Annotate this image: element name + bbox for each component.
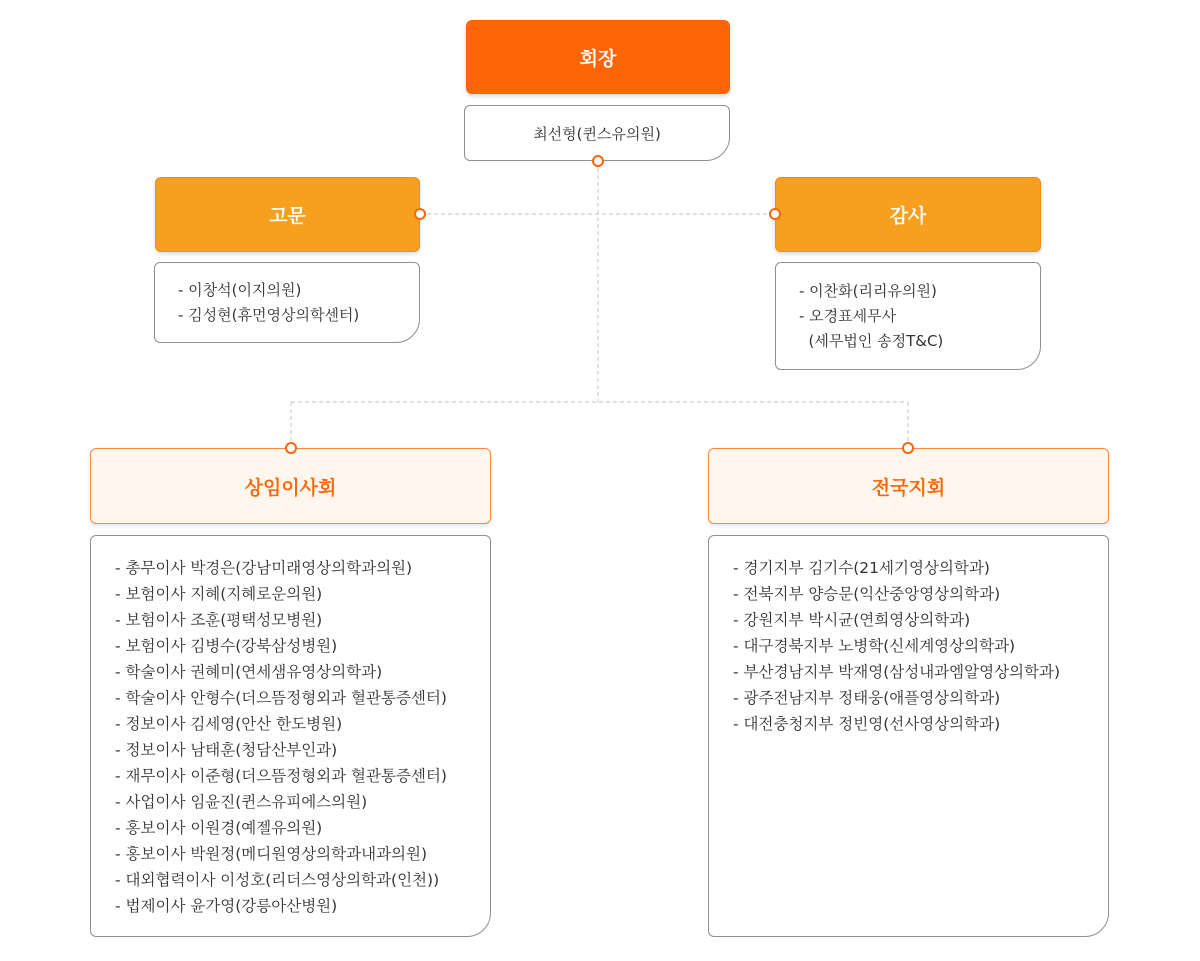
- standing-board-member: - 사업이사 임윤진(퀸스유피에스의원): [115, 793, 368, 811]
- auditor-member: - 오경표세무사: [799, 307, 897, 325]
- advisor-title: 고문: [269, 205, 306, 227]
- president-title: 회장: [579, 47, 617, 70]
- standing-board-title: 상임이사회: [244, 476, 337, 499]
- standing-board-member: - 홍보이사 박원정(메디원영상의학과내과의원): [115, 845, 428, 863]
- connector-dot-national-branches: [902, 442, 914, 454]
- branch-member: - 경기지부 김기수(21세기영상의학과): [733, 559, 990, 577]
- connector-dot-auditor: [769, 208, 781, 220]
- branch-member: - 광주전남지부 정태웅(애플영상의학과): [733, 689, 1001, 707]
- standing-board-member: - 재무이사 이준형(더으뜸정형외과 혈관통증센터): [115, 767, 447, 785]
- branch-member: - 부산경남지부 박재영(삼성내과엠알영상의학과): [733, 663, 1061, 681]
- national-branches-title-box: [708, 448, 1109, 524]
- president-name: 최선형(퀸스유의원): [533, 124, 661, 143]
- standing-board-member: - 정보이사 남태훈(청담산부인과): [115, 741, 338, 759]
- connector-dot-advisor: [414, 208, 426, 220]
- auditor-title-box: [775, 177, 1041, 252]
- branch-member: - 전북지부 양승문(익산중앙영상의학과): [733, 585, 1001, 603]
- branch-member: - 대전충청지부 정빈영(선사영상의학과): [733, 715, 1001, 733]
- standing-board-member: - 정보이사 김세영(안산 한도병원): [115, 715, 343, 733]
- national-branches-members-box: [708, 535, 1109, 937]
- standing-board-member: - 홍보이사 이원경(예젤유의원): [115, 819, 323, 837]
- standing-board-members-box: [90, 535, 491, 937]
- standing-board-member: - 학술이사 안형수(더으뜸정형외과 혈관통증센터): [115, 689, 447, 707]
- standing-board-member: - 학술이사 권혜미(연세샘유영상의학과): [115, 663, 383, 681]
- advisor-member: - 김성현(휴먼영상의학센터): [178, 306, 360, 324]
- branch-member: - 강원지부 박시균(연희영상의학과): [733, 611, 971, 629]
- auditor-title: 감사: [889, 205, 927, 227]
- standing-board-member: - 보험이사 지혜(지혜로운의원): [115, 585, 323, 603]
- standing-board-member: - 법제이사 윤가영(강릉아산병원): [115, 897, 338, 915]
- standing-board-member: - 대외협력이사 이성호(리더스영상의학과(인천)): [115, 871, 440, 889]
- advisor-member: - 이창석(이지의원): [178, 281, 302, 299]
- branch-member: - 대구경북지부 노병학(신세계영상의학과): [733, 637, 1016, 655]
- president-name-box: [464, 105, 730, 161]
- advisor-members-box: [154, 262, 420, 343]
- standing-board-member: - 보험이사 김병수(강북삼성병원): [115, 637, 338, 655]
- auditor-member: - 이찬화(리리유의원): [799, 282, 937, 300]
- auditor-member: (세무법인 송정T&C): [799, 332, 944, 350]
- standing-board-title-box: [90, 448, 491, 524]
- standing-board-member: - 총무이사 박경은(강남미래영상의학과의원): [115, 559, 413, 577]
- president-title-box: [466, 20, 730, 94]
- connector-dot-president: [592, 155, 604, 167]
- standing-board-member: - 보험이사 조훈(평택성모병원): [115, 611, 323, 629]
- advisor-title-box: [155, 177, 420, 252]
- national-branches-title: 전국지회: [871, 476, 946, 499]
- auditor-members-box: [775, 262, 1041, 370]
- connector-dot-standing-board: [285, 442, 297, 454]
